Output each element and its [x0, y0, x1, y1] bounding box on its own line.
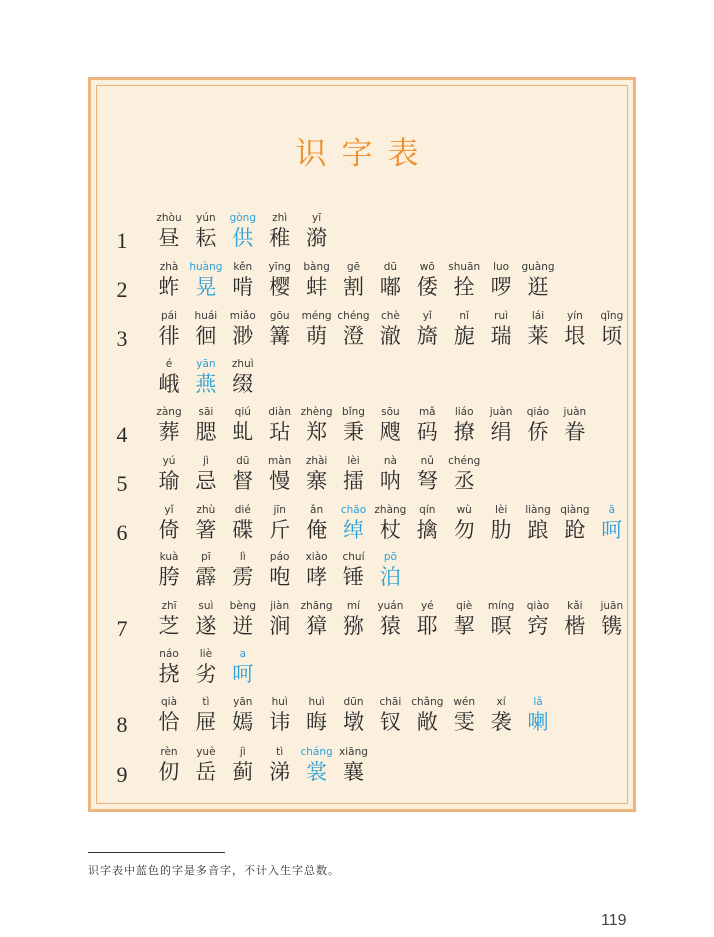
pinyin: dūn [343, 696, 364, 708]
pinyin: yān [196, 358, 216, 370]
character: 葬 [158, 420, 180, 444]
pinyin: jiàn [270, 600, 290, 612]
pinyin: qiè [456, 600, 473, 612]
polyphone-character: 裳 [306, 760, 328, 784]
pinyin: lái [531, 310, 545, 322]
pinyin: liáo [454, 406, 474, 418]
pinyin: a [239, 648, 247, 660]
pinyin: zhàng [374, 504, 407, 516]
pinyin: kǎi [567, 600, 583, 612]
pinyin: sōu [381, 406, 400, 418]
character: 耶 [416, 614, 438, 638]
character: 旎 [453, 324, 475, 348]
character: 岳 [195, 760, 217, 784]
character: 涕 [269, 760, 291, 784]
pinyin: huì [308, 696, 325, 708]
lesson-number: 2 [116, 277, 128, 302]
character: 码 [416, 420, 438, 444]
character: 迸 [232, 614, 254, 638]
character: 樱 [269, 275, 291, 299]
character: 昼 [158, 226, 180, 250]
pinyin: yīng [268, 261, 291, 273]
character: 嫣 [232, 710, 254, 734]
pinyin: qiàng [560, 504, 590, 516]
character: 丞 [453, 469, 475, 493]
character: 猕 [343, 614, 364, 638]
character: 雳 [232, 565, 254, 589]
character: 峨 [158, 372, 180, 396]
pinyin: jīn [273, 504, 286, 516]
pinyin: miǎo [229, 310, 256, 322]
pinyin: liàng [525, 504, 551, 516]
character: 霹 [195, 565, 217, 589]
pinyin: luo [493, 261, 510, 273]
character: 漪 [306, 226, 328, 250]
character: 墩 [343, 710, 364, 734]
pinyin: lǎ [533, 696, 543, 708]
character: 篝 [269, 324, 291, 348]
pinyin: qín [419, 504, 436, 516]
character: 锤 [343, 565, 364, 589]
character: 郑 [306, 420, 328, 444]
pinyin: liè [199, 648, 213, 660]
pinyin: juàn [489, 406, 513, 418]
character: 瑜 [158, 469, 180, 493]
character: 啃 [232, 275, 254, 299]
page-title: 识字表 [295, 136, 434, 172]
pinyin: zàng [156, 406, 182, 418]
pinyin: náo [159, 648, 179, 660]
character: 督 [232, 469, 254, 493]
pinyin: nǔ [420, 455, 434, 467]
pinyin: chāi [379, 696, 402, 708]
pinyin: zhāng [300, 600, 333, 612]
character: 晦 [306, 710, 328, 734]
pinyin: diàn [268, 406, 292, 418]
pinyin: wù [456, 504, 472, 516]
character: 钗 [379, 710, 401, 734]
pinyin: qǐng [600, 310, 624, 322]
character: 擂 [343, 469, 364, 493]
character: 箸 [195, 518, 217, 542]
character: 飕 [379, 420, 401, 444]
lesson-number: 6 [116, 520, 128, 545]
character: 拴 [453, 275, 475, 299]
pinyin: yǐ [422, 310, 432, 322]
character: 仞 [158, 760, 180, 784]
lesson-number: 7 [116, 616, 128, 641]
pinyin: lèi [494, 504, 508, 516]
pinyin: ruì [494, 310, 509, 322]
pinyin: jì [202, 455, 209, 467]
character: 遂 [195, 614, 217, 638]
pinyin: xiào [305, 551, 328, 563]
polyphone-character: 呵 [601, 518, 623, 542]
character: 劣 [195, 662, 217, 686]
pinyin: gōu [269, 310, 290, 322]
pinyin: zhòu [156, 212, 182, 224]
pinyin: gē [346, 261, 361, 273]
character: 瑞 [490, 324, 512, 348]
pinyin: míng [487, 600, 515, 612]
character: 涧 [269, 614, 291, 638]
pinyin: é [165, 358, 173, 370]
pinyin: wō [419, 261, 435, 273]
pinyin: qiáo [526, 406, 550, 418]
pinyin: zhù [196, 504, 216, 516]
pinyin: kuà [159, 551, 179, 563]
character: 割 [343, 275, 364, 299]
footnote: 识字表中蓝色的字是多音字，不计入生字总数。 [88, 864, 340, 877]
character: 眷 [564, 420, 586, 444]
pinyin: nà [383, 455, 397, 467]
character: 玷 [269, 420, 291, 444]
pinyin: cháng [300, 746, 333, 758]
character: 挠 [158, 662, 180, 686]
lesson-number: 4 [116, 422, 128, 447]
character: 杖 [379, 518, 401, 542]
pinyin: tì [276, 746, 284, 758]
character: 袭 [490, 710, 512, 734]
polyphone-character: 燕 [195, 372, 217, 396]
pinyin: pō [383, 551, 397, 563]
pinyin: yān [233, 696, 253, 708]
character: 蓟 [232, 760, 254, 784]
lesson-number: 8 [116, 712, 128, 737]
character: 哮 [306, 565, 328, 589]
pinyin: bàng [303, 261, 330, 273]
pinyin: ǎn [310, 504, 324, 516]
pinyin: yǐ [164, 504, 174, 516]
character: 澄 [343, 324, 364, 348]
pinyin: huái [194, 310, 218, 322]
pinyin: chéng [448, 455, 481, 467]
character: 垠 [564, 324, 586, 348]
character: 挈 [453, 614, 475, 638]
character: 寨 [306, 469, 328, 493]
lesson-number: 9 [116, 762, 128, 787]
pinyin: shuān [448, 261, 481, 273]
character: 慢 [269, 469, 291, 493]
character: 踉 [527, 518, 549, 542]
pinyin: páo [269, 551, 290, 563]
character: 绢 [490, 420, 512, 444]
character: 窍 [527, 614, 549, 638]
character: 耘 [195, 226, 217, 250]
pinyin: chǎng [411, 696, 444, 708]
pinyin: lèi [347, 455, 360, 467]
character: 雯 [453, 710, 475, 734]
character: 襄 [343, 760, 364, 784]
pinyin: guàng [521, 261, 555, 273]
pinyin: zhèng [300, 406, 333, 418]
character: 肋 [490, 518, 512, 542]
pinyin: xí [496, 696, 506, 708]
pinyin: kěn [233, 261, 253, 273]
pinyin: yuè [196, 746, 216, 758]
pinyin: yín [566, 310, 583, 322]
polyphone-character: 晃 [195, 275, 217, 299]
lesson-number: 5 [116, 471, 128, 496]
polyphone-character: 供 [232, 226, 254, 250]
character: 勿 [453, 518, 475, 542]
footnote-divider [88, 852, 225, 853]
pinyin: zhà [159, 261, 179, 273]
pinyin: yī [312, 212, 322, 224]
pinyin: zhī [161, 600, 177, 612]
character: 咆 [269, 565, 291, 589]
lesson-number: 3 [116, 326, 128, 351]
character: 缀 [232, 372, 254, 396]
character: 撩 [453, 420, 475, 444]
pinyin: zhài [305, 455, 328, 467]
pinyin: yé [420, 600, 434, 612]
character: 恰 [158, 710, 180, 734]
character: 徊 [195, 324, 217, 348]
character: 俺 [306, 518, 328, 542]
character: 镌 [601, 614, 623, 638]
pinyin: mí [346, 600, 361, 612]
pinyin: lì [239, 551, 246, 563]
pinyin: qià [160, 696, 178, 708]
pinyin: xiāng [339, 746, 368, 758]
character: 徘 [158, 324, 180, 348]
character: 倭 [416, 275, 438, 299]
pinyin: rèn [160, 746, 178, 758]
pinyin: dié [234, 504, 251, 516]
character: 蚌 [306, 275, 328, 299]
character: 莱 [527, 324, 549, 348]
character: 腮 [195, 420, 217, 444]
pinyin: zhì [272, 212, 288, 224]
pinyin: chuí [342, 551, 365, 563]
lesson-number: 1 [116, 228, 128, 253]
polyphone-character: 喇 [527, 710, 549, 734]
character: 秉 [343, 420, 364, 444]
character: 芝 [158, 614, 180, 638]
character: 澈 [379, 324, 401, 348]
character: 胯 [158, 565, 180, 589]
pinyin: gòng [229, 212, 256, 224]
character: 弩 [416, 469, 438, 493]
character: 跄 [564, 518, 586, 542]
character: 顷 [601, 324, 623, 348]
pinyin: suì [198, 600, 214, 612]
pinyin: dū [236, 455, 250, 467]
pinyin: huì [271, 696, 288, 708]
character: 暝 [490, 614, 512, 638]
pinyin: jì [239, 746, 246, 758]
character: 倚 [158, 518, 180, 542]
character: 啰 [490, 275, 512, 299]
pinyin: zhuì [231, 358, 254, 370]
character: 蚱 [158, 275, 180, 299]
character: 碟 [232, 518, 254, 542]
pinyin: juān [600, 600, 624, 612]
pinyin: chāo [340, 504, 367, 516]
pinyin: mǎ [418, 406, 436, 418]
polyphone-character: 泊 [379, 565, 401, 589]
character: 嘟 [379, 275, 401, 299]
character: 渺 [232, 324, 254, 348]
character: 萌 [306, 324, 328, 348]
pinyin: bǐng [342, 406, 365, 418]
character: 斤 [269, 518, 291, 542]
character: 擒 [416, 518, 438, 542]
character: 稚 [269, 226, 291, 250]
page-number: 119 [601, 912, 627, 929]
pinyin: chè [380, 310, 400, 322]
pinyin: méng [301, 310, 332, 322]
pinyin: pái [160, 310, 178, 322]
character: 侨 [527, 420, 549, 444]
character: 呐 [379, 469, 401, 493]
character: 虬 [232, 420, 254, 444]
character: 楷 [564, 614, 586, 638]
pinyin: yuán [377, 600, 404, 612]
pinyin: nǐ [459, 310, 469, 322]
pinyin: sāi [198, 406, 214, 418]
character: 忌 [195, 469, 217, 493]
character: 逛 [527, 275, 549, 299]
polyphone-character: 呵 [232, 662, 254, 686]
character: 獐 [306, 614, 328, 638]
pinyin: yú [162, 455, 176, 467]
pinyin: qiú [234, 406, 251, 418]
character: 旖 [416, 324, 438, 348]
pinyin: wén [453, 696, 476, 708]
pinyin: ā [608, 504, 616, 516]
polyphone-character: 绰 [343, 518, 364, 542]
pinyin: yún [196, 212, 216, 224]
pinyin: tì [202, 696, 210, 708]
pinyin: màn [268, 455, 292, 467]
pinyin: pī [201, 551, 211, 563]
character: 屉 [195, 710, 217, 734]
pinyin: dū [383, 261, 398, 273]
pinyin: bèng [229, 600, 257, 612]
pinyin: qiào [526, 600, 550, 612]
pinyin: huàng [189, 261, 223, 273]
character: 敞 [416, 710, 438, 734]
pinyin: juàn [563, 406, 587, 418]
pinyin: chéng [337, 310, 370, 322]
character: 讳 [269, 710, 291, 734]
character: 猿 [379, 614, 401, 638]
